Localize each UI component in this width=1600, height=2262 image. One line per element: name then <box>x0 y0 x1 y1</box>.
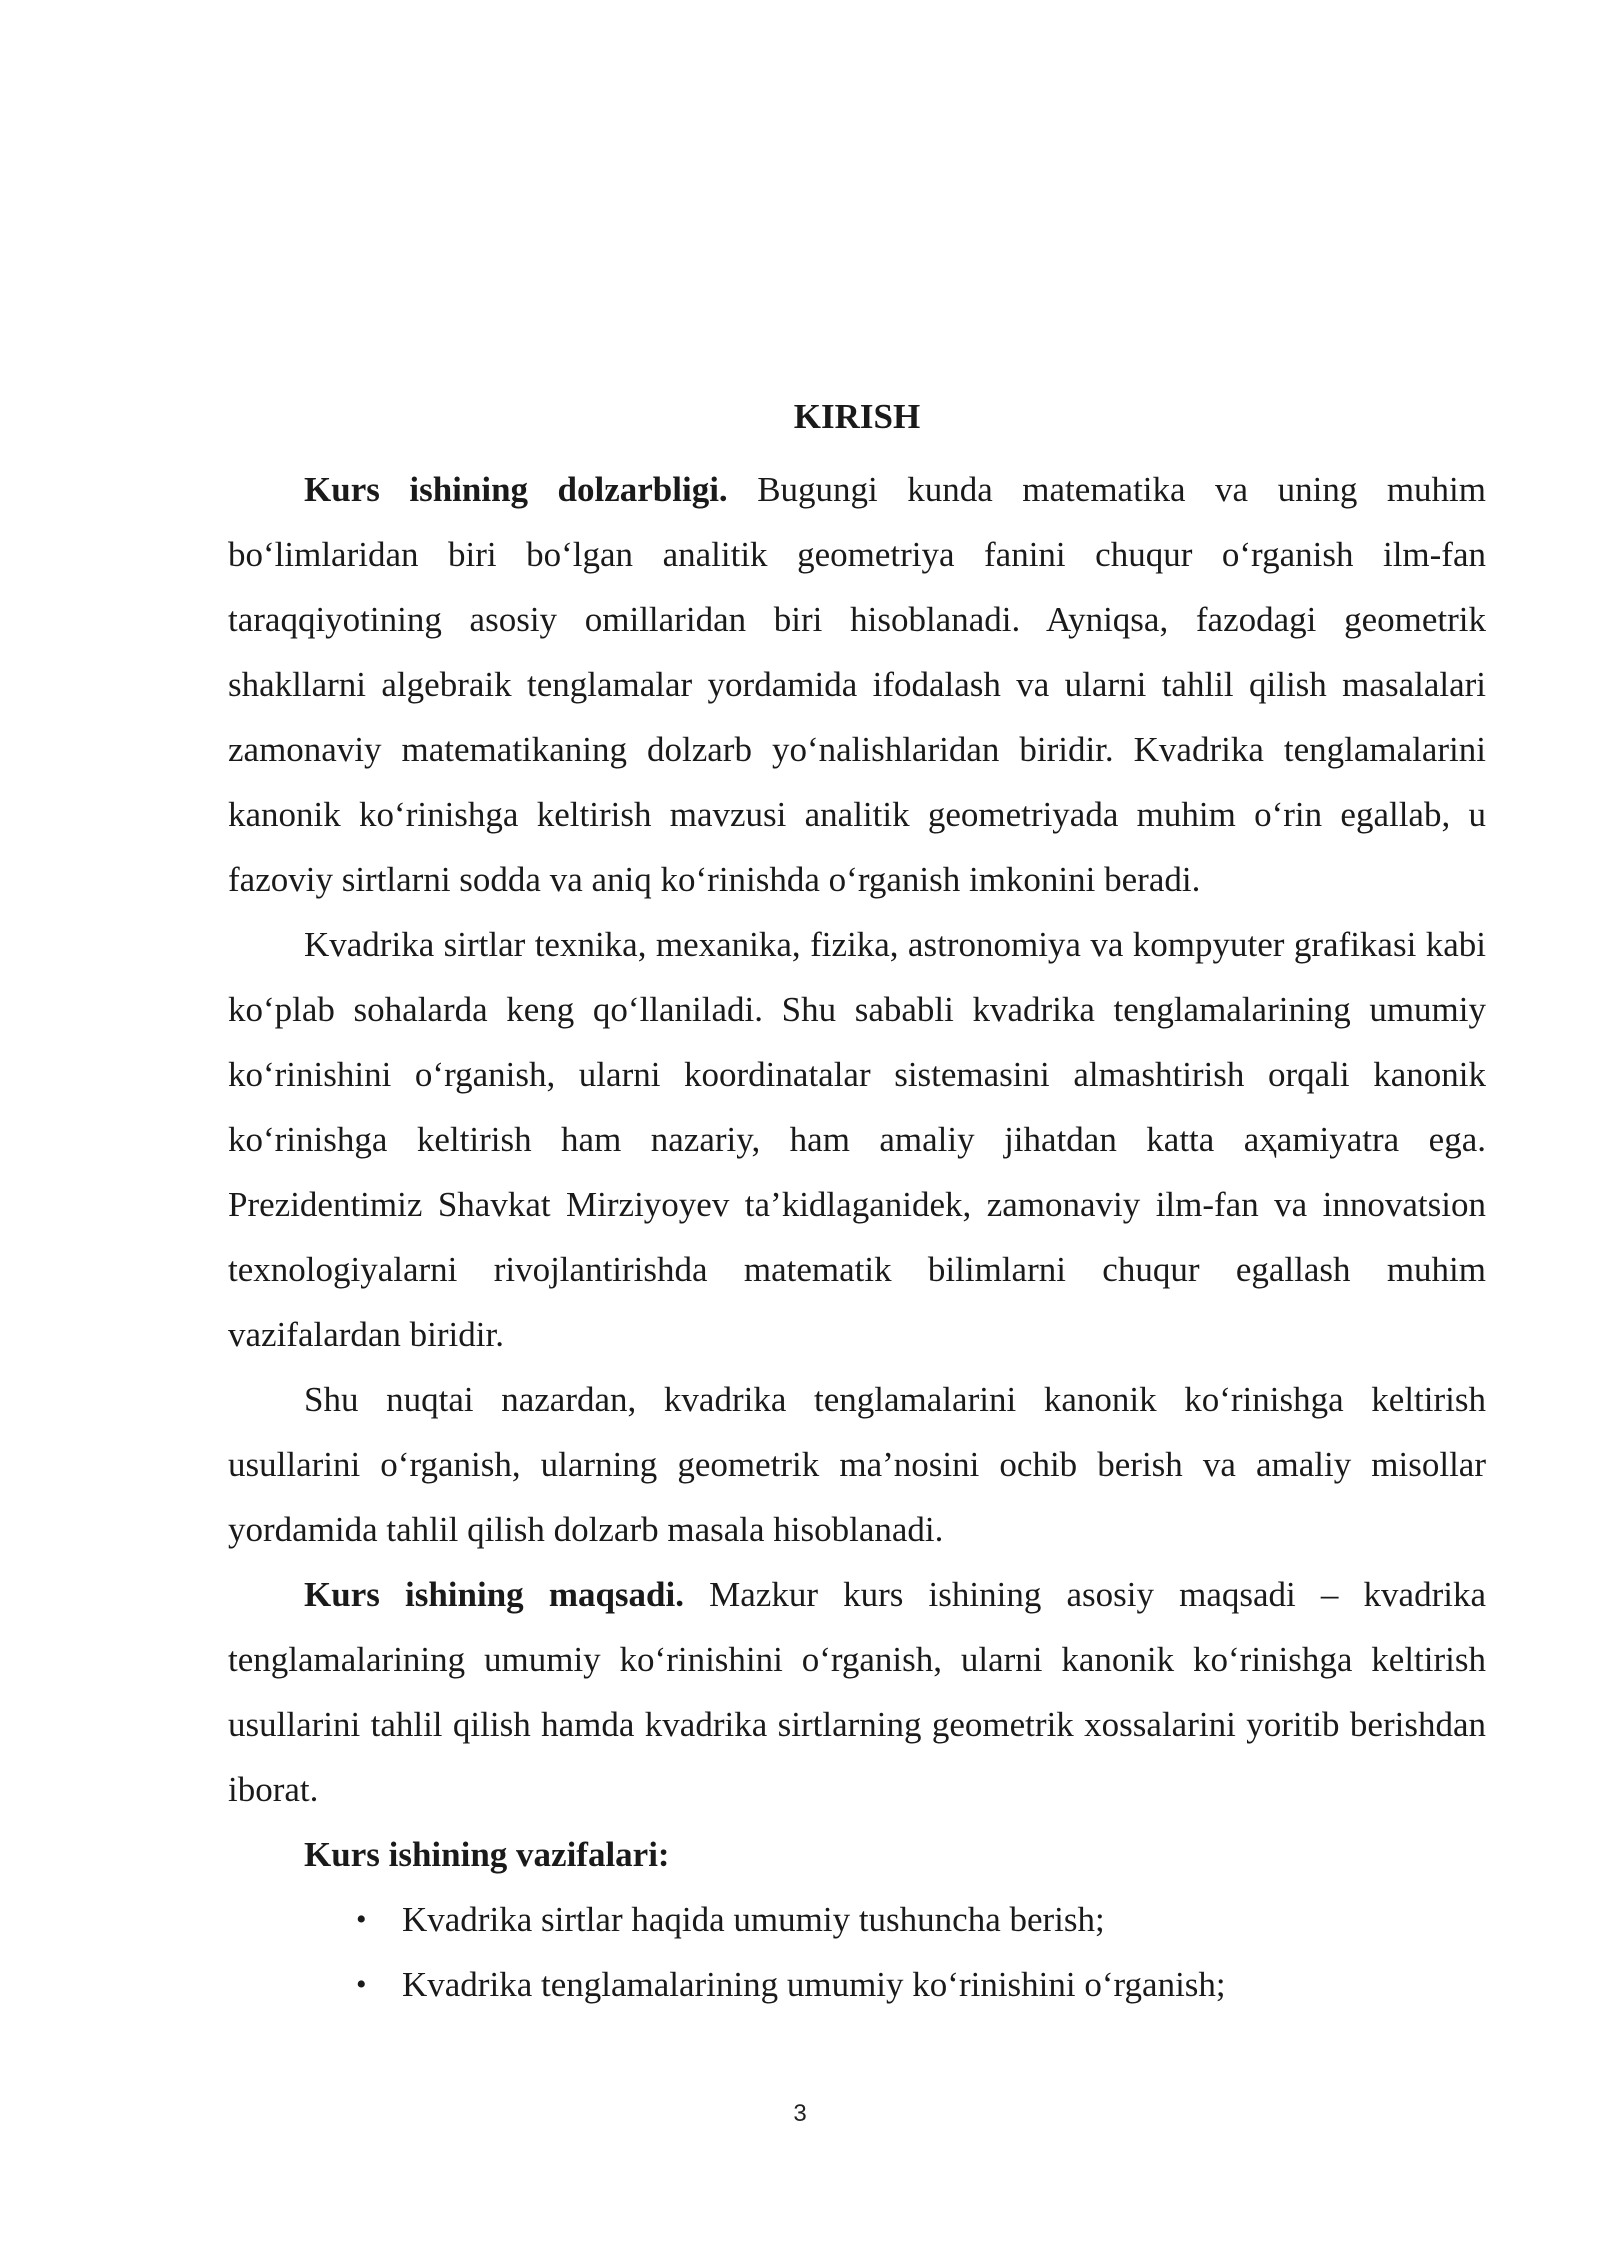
page-number: 3 <box>793 2100 807 2127</box>
paragraph-relevance <box>228 457 1486 912</box>
paragraph-lead: Kurs ishining dolzarbligi. <box>304 470 728 509</box>
document-page <box>228 392 1486 2017</box>
bullet-icon: • <box>356 1968 367 2001</box>
paragraph-text: Mazkur kurs ishining asosiy maqsadi – kvadrika tenglamalarining umumiy ko‘rinishini o‘rganish, ularni kanonik ko‘rinishga keltirish usullarini tahlil qilish hamda kvadrika sirtlarning geometrik xossalarini yoritib berishdan iborat. <box>228 1575 1486 1809</box>
paragraph-viewpoint <box>228 1367 1486 1562</box>
list-item <box>228 1887 1486 1952</box>
paragraph-text: Bugungi kunda matematika va uning muhim bo‘limlaridan biri bo‘lgan analitik geometriya fanini chuqur o‘rganish ilm-fan taraqqiyotining asosiy omillaridan biri hisoblanadi. Ayniqsa, fazodagi geometrik shakllarni algebraik tenglamalar yordamida ifodalash va ularni tahlil qilish masalalari zamonaviy matematikaning dolzarb yo‘nalishlaridan biridir. Kvadrika tenglamalarini kanonik ko‘rinishga keltirish mavzusi analitik geometriyada muhim o‘rin egallab, u fazoviy sirtlarni sodda va aniq ko‘rinishda o‘rganish imkonini beradi. <box>228 470 1486 899</box>
list-item <box>228 1952 1486 2017</box>
paragraph-applications <box>228 912 1486 1367</box>
section-title: KIRISH <box>793 397 921 436</box>
paragraph-goal <box>228 1562 1486 1822</box>
tasks-list <box>228 1887 1486 2017</box>
tasks-heading: Kurs ishining vazifalari: <box>304 1835 670 1874</box>
list-item-text: Kvadrika tenglamalarining umumiy ko‘rinishini o‘rganish; <box>402 1965 1226 2004</box>
bullet-icon: • <box>356 1903 367 1936</box>
list-item-text: Kvadrika sirtlar haqida umumiy tushuncha berish; <box>402 1900 1105 1939</box>
paragraph-text: Shu nuqtai nazardan, kvadrika tenglamalarini kanonik ko‘rinishga keltirish usullarini o‘rganish, ularning geometrik ma’nosini ochib berish va amaliy misollar yordamida tahlil qilish dolzarb masala hisoblanadi. <box>228 1380 1486 1549</box>
paragraph-lead: Kurs ishining maqsadi. <box>304 1575 684 1614</box>
paragraph-text: Kvadrika sirtlar texnika, mexanika, fizika, astronomiya va kompyuter grafikasi kabi ko‘plab sohalarda keng qo‘llaniladi. Shu sababli kvadrika tenglamalarining umumiy ko‘rinishini o‘rganish, ularni koordinatalar sistemasini almashtirish orqali kanonik ko‘rinishga keltirish ham nazariy, ham amaliy jihatdan katta aҳamiyatra ega. Prezidentimiz Shavkat Mirziyoyev ta’kidlaganidek, zamonaviy ilm-fan va innovatsion texnologiyalarni rivojlantirishda matematik bilimlarni chuqur egallash muhim vazifalardan biridir. <box>228 925 1486 1354</box>
